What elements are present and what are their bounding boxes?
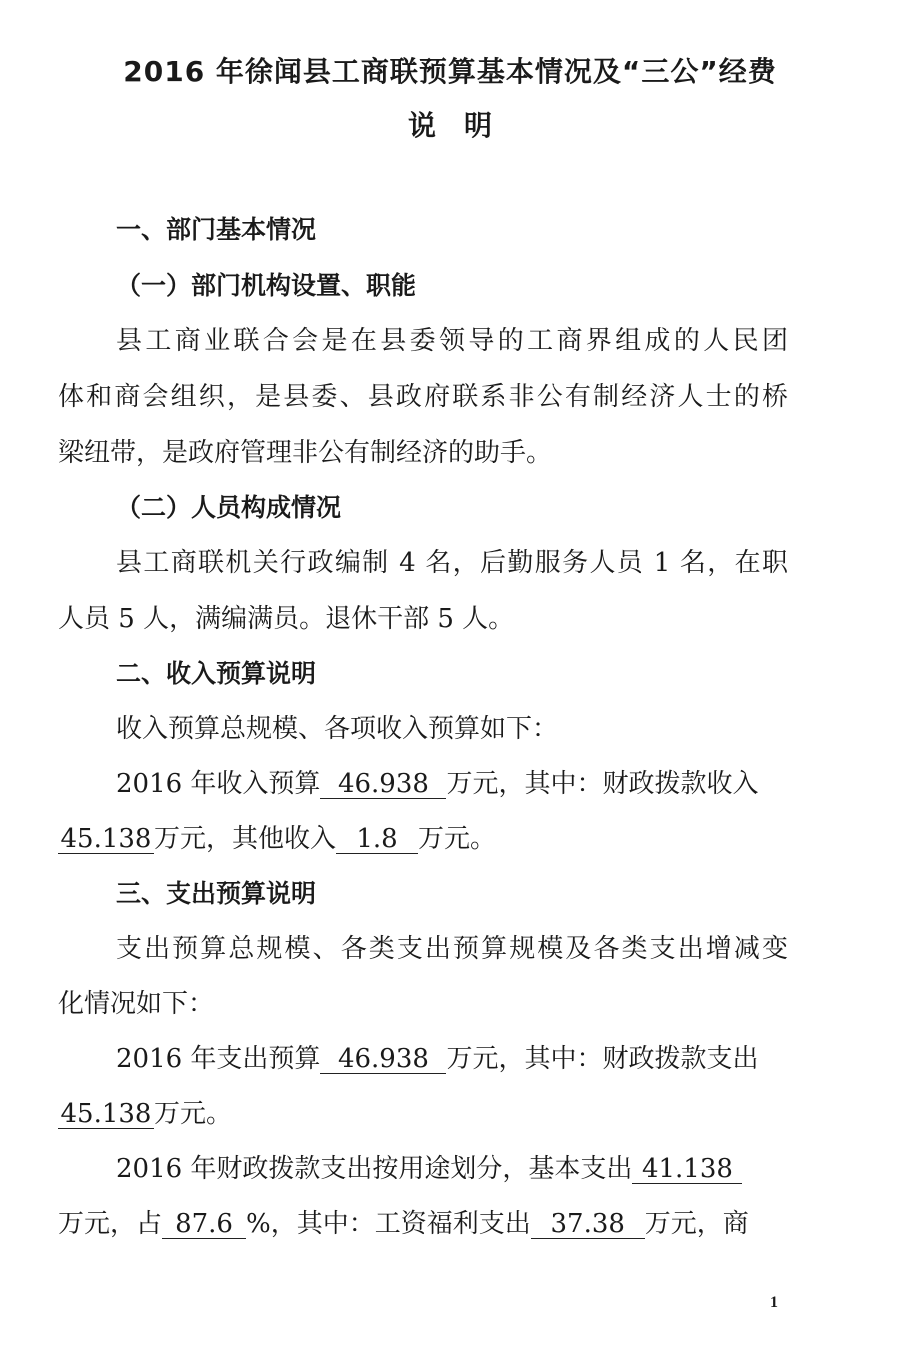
text-fragment: 万元，占	[58, 1209, 163, 1239]
expense-total-line	[116, 1043, 788, 1075]
basic-expense-detail-line	[58, 1208, 788, 1240]
paragraph-line: 县工商业联合会是在县委领导的工商界组成的人民团	[116, 326, 788, 356]
title-line-1: 2016 年徐闻县工商联预算基本情况及“三公”经费	[123, 55, 777, 88]
text-fragment: 万元，其中：财政拨款支出	[446, 1044, 759, 1074]
salary-welfare-value: 37.38	[531, 1210, 645, 1239]
basic-expense-percent: 87.6	[162, 1210, 246, 1239]
paragraph-line: 梁纽带，是政府管理非公有制经济的助手。	[58, 438, 553, 468]
income-total-value: 46.938	[320, 770, 446, 799]
paragraph-line: 支出预算总规模、各类支出预算规模及各类支出增减变	[116, 934, 788, 964]
basic-expense-line	[116, 1153, 788, 1185]
paragraph-line: 县工商联机关行政编制 4 名，后勤服务人员 1 名，在职	[116, 548, 788, 578]
text-fragment: 万元，商	[644, 1209, 749, 1239]
title-line-2: 说明	[407, 109, 520, 142]
section-1-1-heading: （一）部门机构设置、职能	[116, 271, 417, 300]
paragraph-line: 体和商会组织，是县委、县政府联系非公有制经济人士的桥	[58, 382, 788, 412]
text-fragment: 万元。	[154, 1099, 233, 1129]
text-fragment: 万元，其他收入	[154, 824, 337, 854]
section-2-heading: 二、收入预算说明	[116, 659, 317, 688]
paragraph-line: 收入预算总规模、各项收入预算如下：	[116, 714, 559, 744]
basic-expense-value: 41.138	[632, 1155, 742, 1184]
other-income-value: 1.8	[336, 825, 418, 854]
expense-fiscal-line	[58, 1098, 788, 1130]
text-fragment: 2016 年支出预算	[116, 1044, 321, 1074]
text-fragment: 万元。	[418, 824, 497, 854]
page-number: 1	[770, 1294, 778, 1311]
paragraph-line: 化情况如下：	[58, 989, 215, 1019]
section-3-heading: 三、支出预算说明	[116, 879, 317, 908]
text-fragment: 2016 年财政拨款支出按用途划分，基本支出	[116, 1154, 633, 1184]
income-detail-line	[58, 823, 788, 855]
section-1-2-heading: （二）人员构成情况	[116, 493, 342, 522]
text-fragment: 2016 年收入预算	[116, 769, 321, 799]
fiscal-expense-value: 45.138	[58, 1100, 154, 1129]
section-1-heading: 一、部门基本情况	[116, 215, 317, 244]
paragraph-line: 人员 5 人，满编满员。退休干部 5 人。	[58, 604, 515, 634]
text-fragment: %，其中：工资福利支出	[246, 1209, 531, 1239]
text-fragment: 万元，其中：财政拨款收入	[446, 769, 759, 799]
fiscal-income-value: 45.138	[58, 825, 154, 854]
expense-total-value: 46.938	[320, 1045, 446, 1074]
income-total-line	[116, 768, 788, 800]
